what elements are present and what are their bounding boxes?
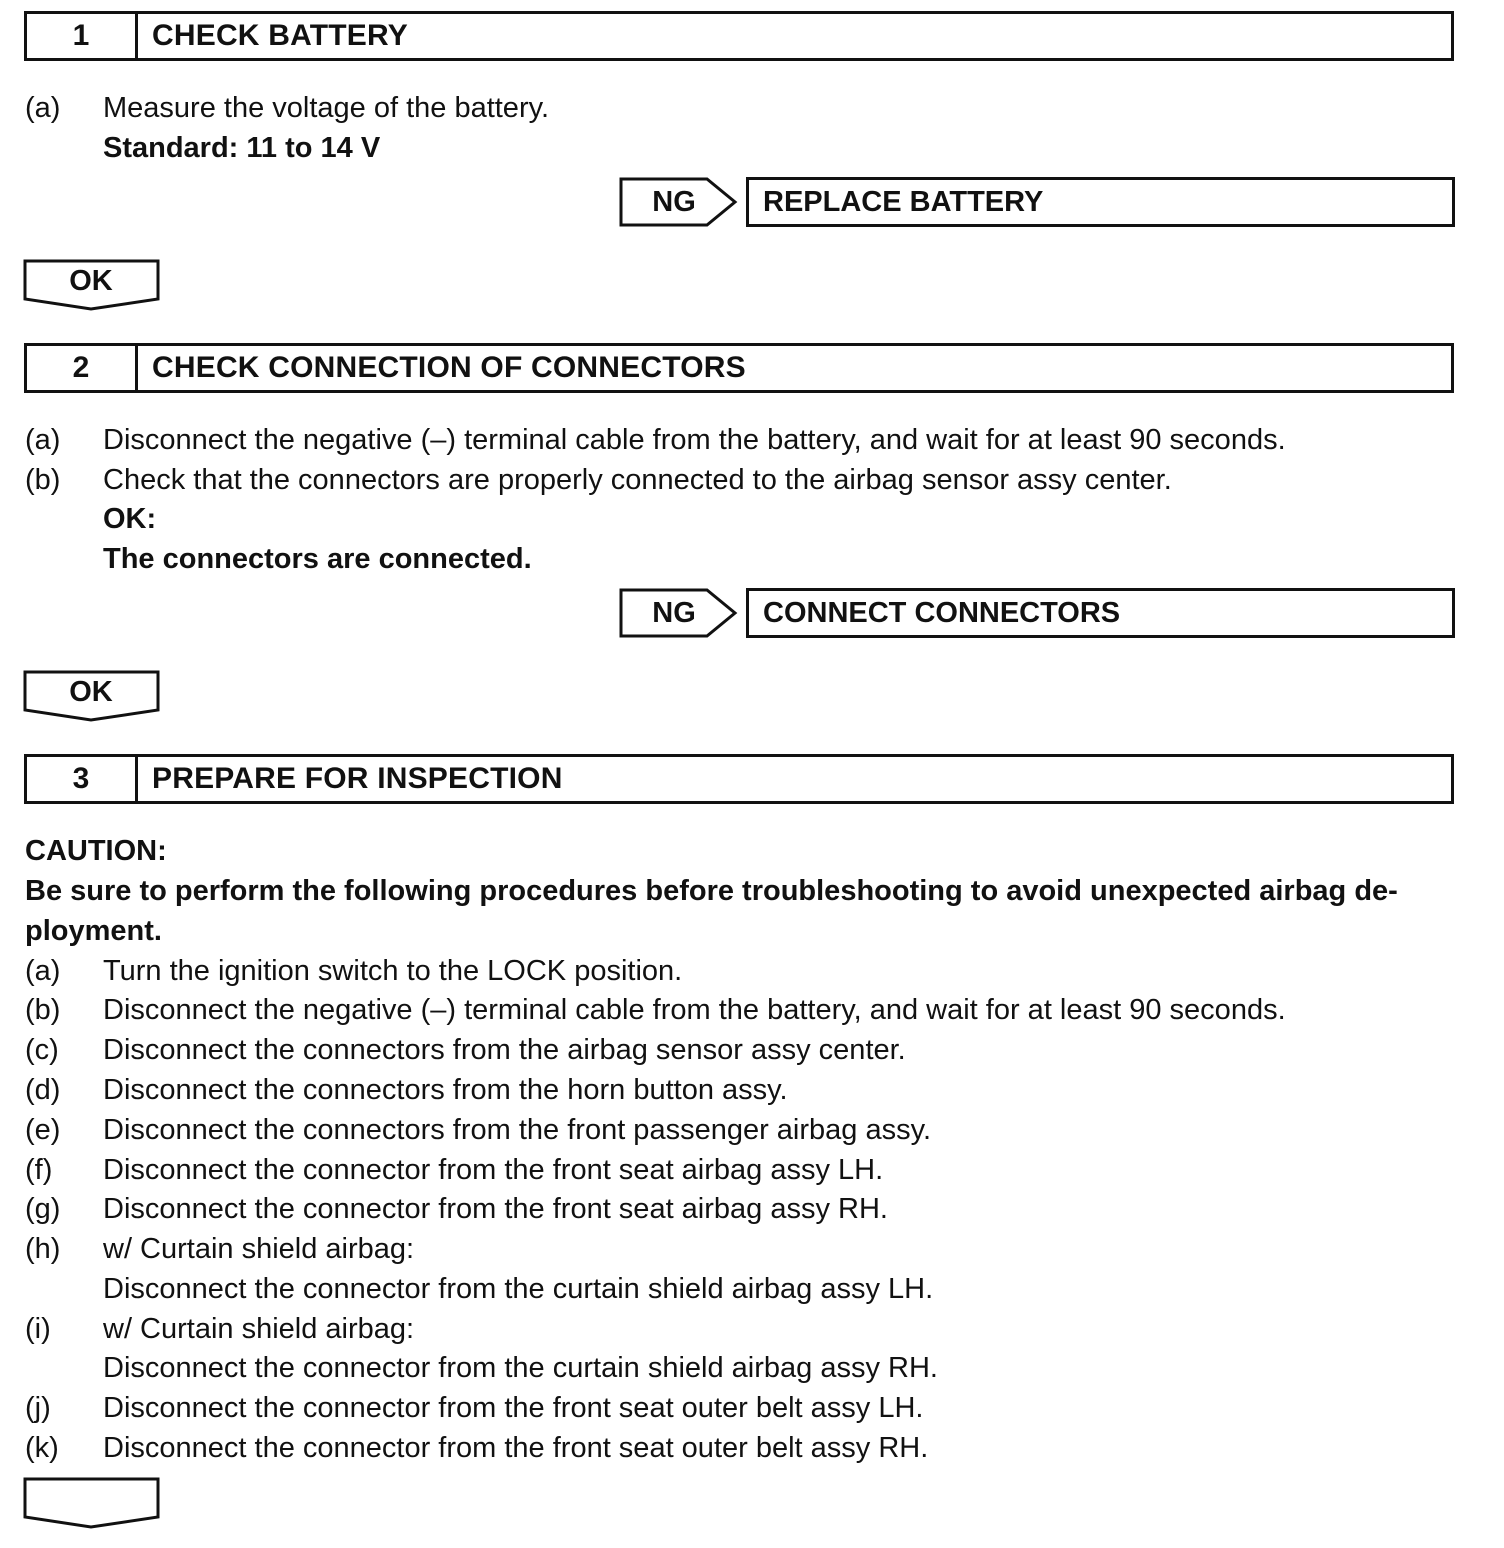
item-label: (b) (25, 994, 61, 1026)
item-label: (j) (25, 1392, 51, 1424)
ok-heading: OK: (103, 503, 157, 535)
down-arrow-icon (23, 1477, 161, 1529)
item-text: w/ Curtain shield airbag: (103, 1233, 415, 1265)
ok-label: OK (69, 675, 113, 708)
item-text: Check that the connectors are properly connected to the airbag sensor assy center. (103, 464, 1172, 496)
item-text: Disconnect the connector from the front seat airbag assy RH. (103, 1193, 888, 1225)
step-title: CHECK CONNECTION OF CONNECTORS (152, 351, 746, 384)
ok-arrow-2 (23, 670, 161, 722)
item-text-continued: Disconnect the connector from the curtain shield airbag assy RH. (103, 1352, 938, 1384)
ok-label: OK (69, 264, 113, 297)
item-text: Disconnect the negative (–) terminal cable from the battery, and wait for at least 90 seconds. (103, 424, 1286, 456)
ng-branch-2 (619, 588, 1459, 638)
step-1-header (24, 11, 1454, 61)
item-text: Measure the voltage of the battery. (103, 92, 550, 124)
ng-result-box: CONNECT CONNECTORS (746, 588, 1455, 638)
item-label: (a) (25, 92, 61, 124)
item-label: (b) (25, 464, 61, 496)
ng-label: NG (652, 596, 696, 629)
step-title: CHECK BATTERY (152, 19, 408, 52)
item-label: (i) (25, 1313, 51, 1345)
item-label: (c) (25, 1034, 59, 1066)
item-label: (g) (25, 1193, 61, 1225)
item-label: (k) (25, 1432, 59, 1464)
step-number: 1 (27, 14, 138, 58)
caution-heading: CAUTION: (25, 835, 167, 867)
item-text-continued: Disconnect the connector from the curtain shield airbag assy LH. (103, 1273, 934, 1305)
item-text: w/ Curtain shield airbag: (103, 1313, 415, 1345)
ng-label: NG (652, 185, 696, 218)
caution-text-line-1: Be sure to perform the following procedures before troubleshooting to avoid unexpected airbag de- (25, 875, 1398, 907)
item-text: Turn the ignition switch to the LOCK position. (103, 955, 683, 987)
ok-arrow-1 (23, 259, 161, 311)
item-text: Disconnect the connectors from the front passenger airbag assy. (103, 1114, 932, 1146)
step-number: 2 (27, 346, 138, 390)
item-text: Disconnect the connector from the front seat outer belt assy RH. (103, 1432, 929, 1464)
step-title: PREPARE FOR INSPECTION (152, 762, 563, 795)
item-text: Disconnect the connector from the front seat outer belt assy LH. (103, 1392, 924, 1424)
item-text: Disconnect the negative (–) terminal cable from the battery, and wait for at least 90 seconds. (103, 994, 1286, 1026)
item-label: (a) (25, 424, 61, 456)
caution-text-line-2: ployment. (25, 915, 162, 947)
item-label: (e) (25, 1114, 61, 1146)
step-3-header (24, 754, 1454, 804)
continue-arrow (23, 1477, 161, 1529)
item-text: Disconnect the connector from the front seat airbag assy LH. (103, 1154, 884, 1186)
ng-branch-1 (619, 177, 1459, 227)
item-label: (a) (25, 955, 61, 987)
ok-condition: The connectors are connected. (103, 543, 532, 575)
standard-value: Standard: 11 to 14 V (103, 132, 381, 164)
item-label: (h) (25, 1233, 61, 1265)
step-2-header (24, 343, 1454, 393)
item-label: (d) (25, 1074, 61, 1106)
item-label: (f) (25, 1154, 53, 1186)
item-text: Disconnect the connectors from the horn button assy. (103, 1074, 788, 1106)
step-number: 3 (27, 757, 138, 801)
item-text: Disconnect the connectors from the airbag sensor assy center. (103, 1034, 906, 1066)
ng-result-box: REPLACE BATTERY (746, 177, 1455, 227)
